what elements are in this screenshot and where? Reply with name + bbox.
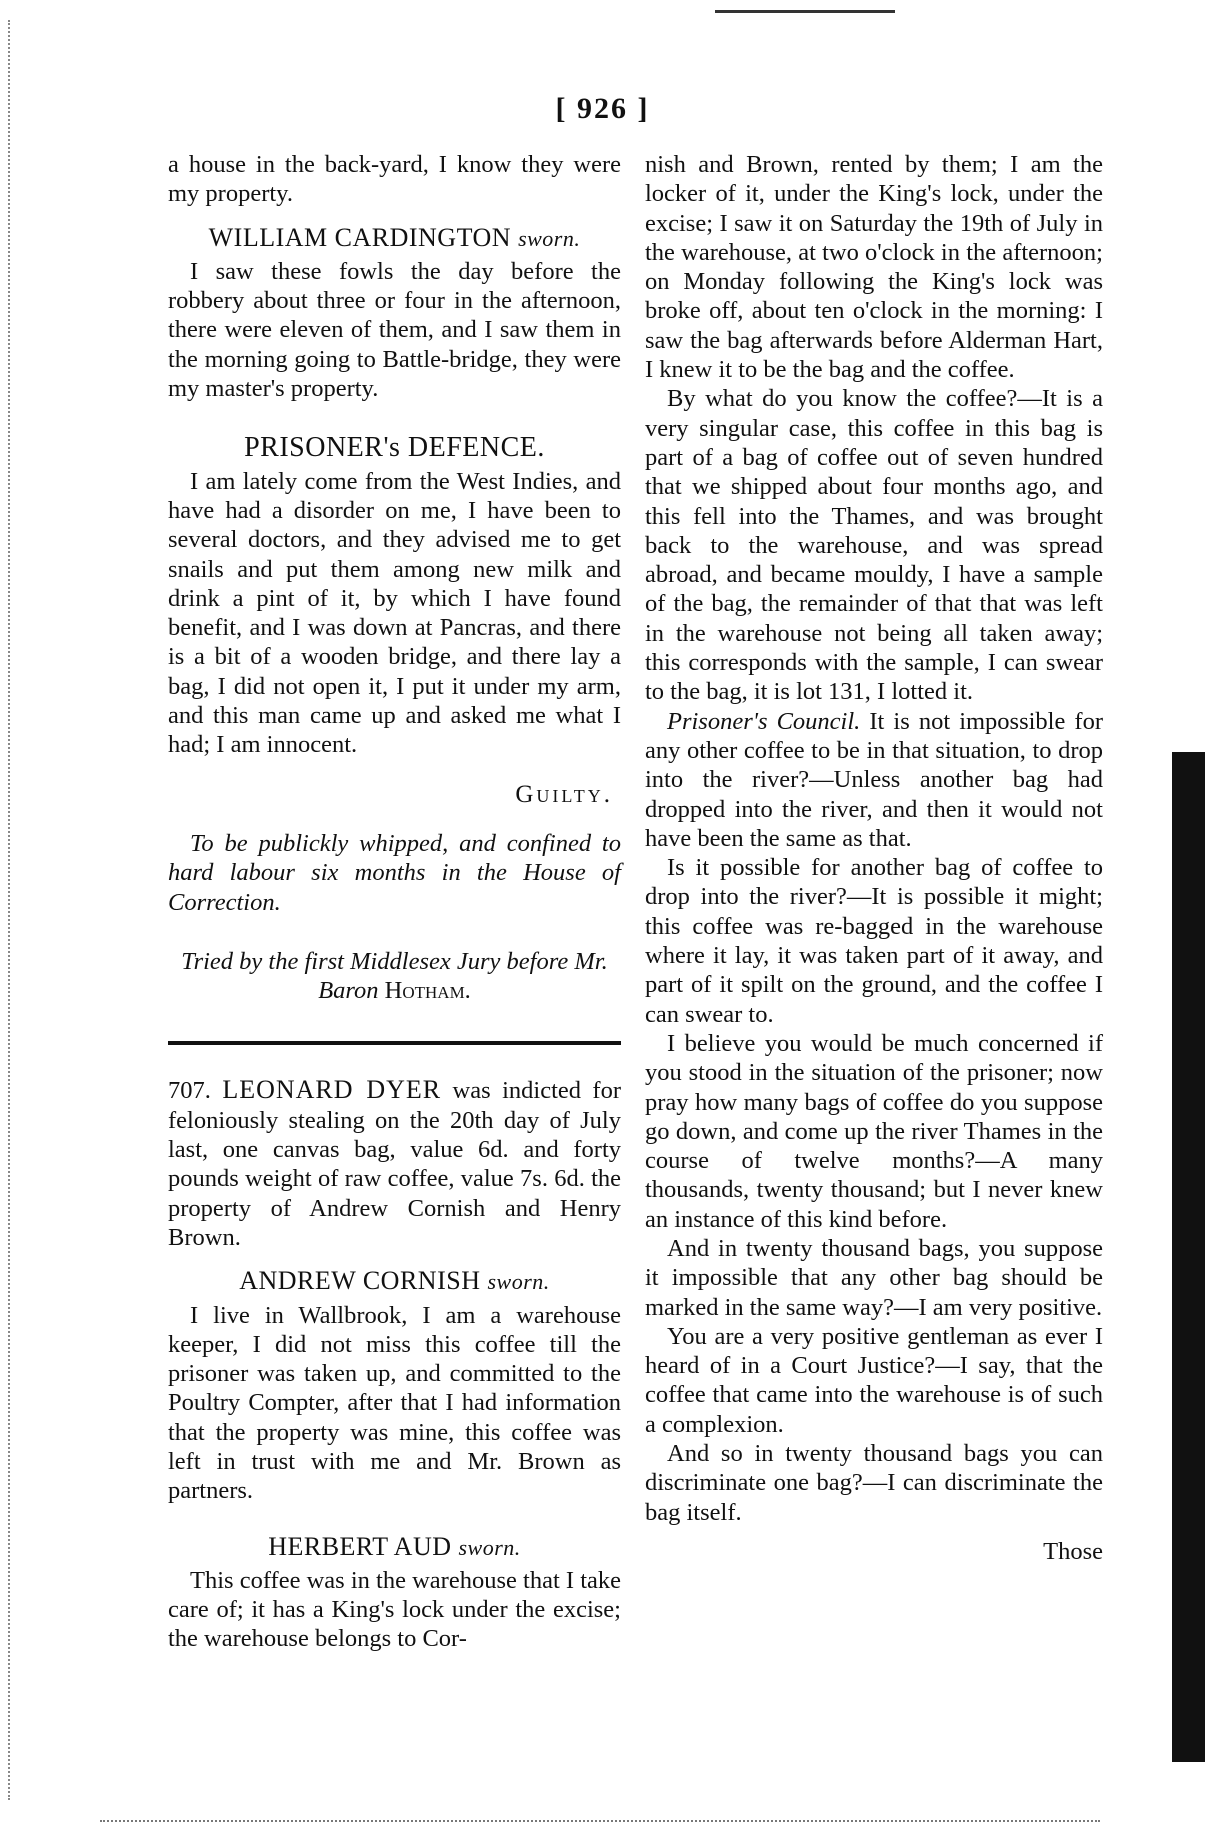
section-rule (168, 1041, 621, 1045)
indictment-text: was indicted for feloniously stealing on the 20th day of July last, one canvas bag, value 6d. and forty pounds weight of raw coffee, value 7s. 6d. the property of Andrew Cornish and Henry Brown. (168, 1077, 621, 1251)
scan-top-mark (715, 10, 895, 13)
witness-name: WILLIAM CARDINGTON (208, 222, 512, 252)
defence-heading: PRISONER's DEFENCE. (244, 432, 545, 464)
scan-bottom-noise (100, 1820, 1100, 1824)
tried-before (168, 947, 621, 1006)
sworn-label: sworn. (458, 1534, 521, 1560)
right-column (645, 150, 1103, 1566)
question-answer: I believe you would be much concerned if you stood in the situation of the prisoner; now pray how many bags of coffee do you suppose go down, and come up the river Thames in the course of twelve months?—A many thousands, twenty thousand; but I never knew an instance of this kind before. (645, 1029, 1103, 1233)
judge-name: Hotham. (384, 977, 471, 1005)
council-text: It is not impossible for any other coffee to be in that situation, to drop into the river?—Unless another bag had dropped into the river, and then it would not have been the same as that. (645, 707, 1103, 852)
left-column (168, 150, 621, 1654)
testimony-cardington: I saw these fowls the day before the robbery about three or four in the afternoon, there were eleven of them, and I saw them in the morning going to Battle-bridge, they were my master's property. (168, 257, 621, 403)
question-answer: And so in twenty thousand bags you can discriminate one bag?—I can discriminate the bag itself. (645, 1440, 1103, 1526)
question-answer: And in twenty thousand bags, you suppose it impossible that any other bag should be marked in the same way?—I am very positive. (645, 1234, 1103, 1321)
defence-text: I am lately come from the West Indies, and have had a disorder on me, I have been to several doctors, and they advised me to get snails and put them among new milk and drink a pint of it, by which I have found benefit, and I was down at Pancras, and there is a bit of a wooden bridge, and there lay a bag, I did not open it, I put it under my arm, and this man came up and asked me what I had; I am innocent. (168, 467, 621, 759)
tried-prefix: Tried by the first Middlesex Jury before Mr. Baron (181, 947, 608, 1005)
case-indictment (168, 1075, 621, 1252)
scan-edge-bar (1172, 752, 1205, 1762)
continuation-text: a house in the back-yard, I know they were my property. (168, 151, 621, 208)
catchword: Those (1043, 1537, 1103, 1565)
testimony-aud: This coffee was in the warehouse that I take care of; it has a King's lock under the excise; the warehouse belongs to Cor- (168, 1566, 621, 1653)
sworn-label: sworn. (487, 1269, 550, 1295)
sworn-label: sworn. (518, 225, 581, 251)
council-question (645, 707, 1103, 853)
council-label: Prisoner's Council. (667, 707, 861, 735)
witness-heading-cornish (168, 1266, 621, 1296)
witness-heading-aud (168, 1532, 621, 1562)
testimony-continued: nish and Brown, rented by them; I am the locker of it, under the King's lock, under the excise; I saw it on Saturday the 19th of July in the warehouse, at two o'clock in the afternoon; on Monday following the King's lock was broke off, about ten o'clock in the morning: I saw the bag afterwards before Alderman Hart, I knew it to be the bag and the coffee. (645, 151, 1103, 384)
scan-edge-noise (8, 20, 50, 1800)
question-answer: By what do you know the coffee?—It is a very singular case, this coffee in this bag is part of a bag of coffee out of seven hundred that we shipped about four months ago, and this fell into the Thames, and was brought back to the warehouse, and was spread abroad, and became mouldy, I have a sample of the bag, the remainder of that that was left in the warehouse not being all taken away; this corresponds with the sample, I can swear to the bag, it is lot 131, I lotted it. (645, 385, 1103, 706)
case-number: 707. (168, 1077, 211, 1105)
question-answer: Is it possible for another bag of coffee to drop into the river?—It is possible it might; this coffee was re-bagged in the warehouse where it lay, it was taken part of it away, and part of it spilt on the ground, and the coffee I can swear to. (645, 854, 1103, 1028)
witness-name: ANDREW CORNISH (239, 1266, 481, 1296)
testimony-cornish: I live in Wallbrook, I am a warehouse keeper, I did not miss this coffee till the prisoner was taken up, and committed to the Poultry Compter, after that I had information that the property was mine, this coffee was left in trust with me and Mr. Brown as partners. (168, 1301, 621, 1505)
page-number: [ 926 ] (555, 92, 650, 125)
defendant-name: LEONARD DYER (222, 1075, 442, 1105)
sentence-text: To be publickly whipped, and confined to hard labour six months in the House of Correction. (168, 829, 621, 916)
witness-name: HERBERT AUD (268, 1531, 452, 1561)
question-answer: You are a very positive gentleman as ever I heard of in a Court Justice?—I say, that the coffee that came into the warehouse is of such a complexion. (645, 1322, 1103, 1438)
verdict: Guilty. (515, 780, 613, 808)
witness-heading-cardington (168, 223, 621, 253)
